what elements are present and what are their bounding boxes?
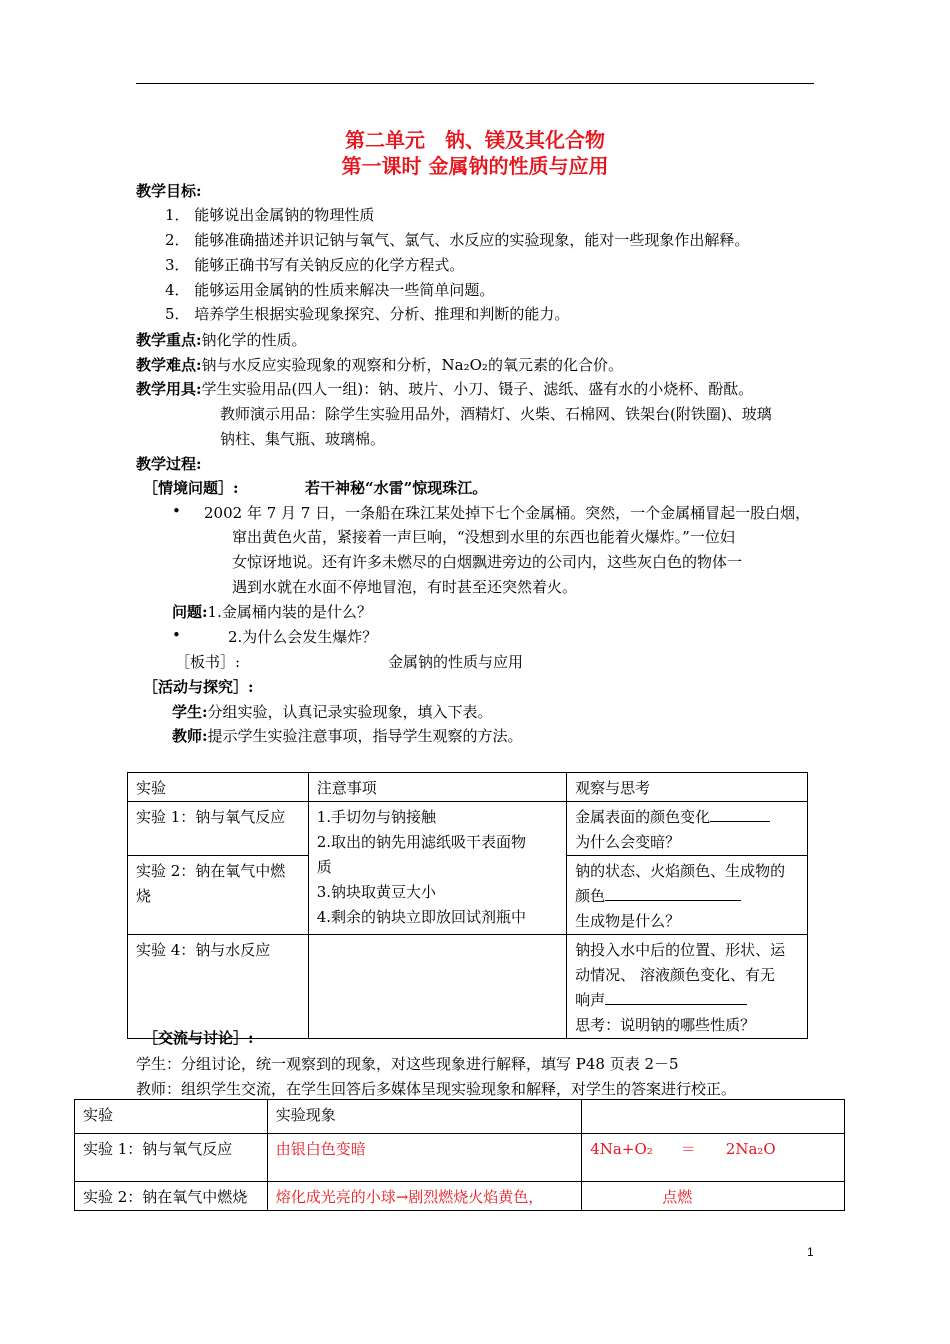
bullet-1: • xyxy=(172,502,181,520)
story-line-2: 窜出黄色火苗，紧接着一声巨响，“没想到水里的东西也能着火爆炸。”一位妇 xyxy=(232,528,735,546)
goal-3: 3． 能够正确书写有关钠反应的化学方程式。 xyxy=(165,256,465,274)
obs-2a: 钠的状态、火焰颜色、生成物的 xyxy=(575,862,786,880)
obs-4b: 动情况、 溶液颜色变化、有无 xyxy=(575,966,775,984)
header-rule xyxy=(136,83,814,84)
obs-2b: 颜色 xyxy=(575,887,606,905)
goal-4: 4． 能够运用金属钠的性质来解决一些简单问题。 xyxy=(165,281,495,299)
student-label: 学生: xyxy=(172,703,208,721)
question-1 xyxy=(172,601,372,622)
r1-exp-cell: 实验 1：钠与氧气反应 xyxy=(75,1134,268,1182)
discussion-label: ［交流与讨论］: xyxy=(143,1029,254,1047)
blank-line xyxy=(710,807,770,822)
teacher-instruction xyxy=(172,725,523,746)
tools-line-1: 学生实验用品(四人一组)：钠、玻片、小刀、镊子、滤纸、盛有水的小烧杯、酚酞。 xyxy=(201,380,754,398)
exp-2a: 实验 2：钠在氧气中燃 xyxy=(136,862,286,880)
header-cell: 实验 xyxy=(75,1100,268,1134)
key-point xyxy=(136,329,307,350)
table-header-row xyxy=(128,773,808,802)
story-line-4: 遇到水就在水面不停地冒泡，有时甚至还突然着火。 xyxy=(232,578,578,596)
scene-label: ［情境问题］: xyxy=(143,479,239,497)
table-row xyxy=(75,1182,845,1211)
blank-line xyxy=(605,886,741,901)
teacher-label: 教师: xyxy=(172,727,208,745)
diff-label: 教学难点: xyxy=(136,356,202,374)
exp-2-cell xyxy=(128,856,309,935)
header-cell: 实验现象 xyxy=(267,1100,582,1134)
question-1-text: 1.金属桶内装的是什么？ xyxy=(207,603,372,621)
empty-cell xyxy=(308,935,566,1039)
activity-label: ［活动与探究］: xyxy=(143,678,254,696)
board-text: 金属钠的性质与应用 xyxy=(388,653,524,671)
goal-2: 2． 能够准确描述并识记钠与氧气、氯气、水反应的实验现象，能对一些现象作出解释。 xyxy=(165,231,750,249)
obs-1-cell xyxy=(567,802,808,856)
obs-4a: 钠投入水中后的位置、形状、运 xyxy=(575,941,786,959)
table-header-row xyxy=(75,1100,845,1134)
table-row xyxy=(128,935,808,1039)
header-cell xyxy=(582,1100,845,1134)
student-instruction xyxy=(172,701,493,722)
exp-2b: 烧 xyxy=(136,887,152,905)
board-label: ［板书］: xyxy=(175,653,241,671)
bullet-2: • xyxy=(172,626,181,644)
r2-phenomenon: 熔化成光亮的小球→剧烈燃烧火焰黄色， xyxy=(267,1182,582,1211)
goals-label: 教学目标: xyxy=(136,182,202,200)
note-2: 2.取出的钠先用滤纸吸干表面物 xyxy=(316,833,527,851)
header-cell: 观察与思考 xyxy=(567,773,808,802)
table-row xyxy=(75,1134,845,1182)
obs-1b: 为什么会变暗？ xyxy=(575,833,681,851)
story-line-3: 女惊讶地说。还有许多未燃尽的白烟飘进旁边的公司内，这些灰白色的物体一 xyxy=(232,553,743,571)
question-label: 问题: xyxy=(172,603,208,621)
discussion-teacher: 教师：组织学生交流，在学生回答后多媒体呈现实验现象和解释，对学生的答案进行校正。 xyxy=(136,1080,737,1098)
note-2-cont: 质 xyxy=(316,858,332,876)
goal-5: 5． 培养学生根据实验现象探究、分析、推理和判断的能力。 xyxy=(165,305,570,323)
key-text: 钠化学的性质。 xyxy=(201,331,307,349)
process-label: 教学过程: xyxy=(136,455,202,473)
student-text: 分组实验，认真记录实验现象，填入下表。 xyxy=(207,703,493,721)
experiment-table xyxy=(127,772,808,1039)
header-cell: 实验 xyxy=(128,773,309,802)
obs-2-cell xyxy=(567,856,808,935)
question-2-text: 2.为什么会发生爆炸？ xyxy=(228,628,378,646)
page-number: 1 xyxy=(807,1245,814,1259)
note-1: 1.手切勿与钠接触 xyxy=(316,808,436,826)
obs-1a: 金属表面的颜色变化 xyxy=(575,808,711,826)
obs-2c: 生成物是什么？ xyxy=(575,912,681,930)
header-cell: 注意事项 xyxy=(308,773,566,802)
r2-condition: 点燃 xyxy=(582,1182,845,1211)
r2-exp-cell: 实验 2：钠在氧气中燃烧 xyxy=(75,1182,268,1211)
note-4: 4.剩余的钠块立即放回试剂瓶中 xyxy=(316,908,527,926)
note-3: 3.钠块取黄豆大小 xyxy=(316,883,436,901)
teacher-text: 提示学生实验注意事项，指导学生观察的方法。 xyxy=(207,727,523,745)
r1-phenomenon: 由银白色变暗 xyxy=(267,1134,582,1182)
discussion-student: 学生：分组讨论，统一观察到的现象，对这些现象进行解释，填写 P48 页表 2－5 xyxy=(136,1055,679,1073)
exp-1-cell: 实验 1：钠与氧气反应 xyxy=(128,802,309,856)
table-row xyxy=(128,802,808,856)
result-table xyxy=(74,1099,845,1211)
obs-4d: 思考：说明钠的哪些性质？ xyxy=(575,1016,756,1034)
obs-4-cell xyxy=(567,935,808,1039)
difficulty xyxy=(136,354,623,375)
blank-line xyxy=(605,990,747,1005)
goal-1: 1． 能够说出金属钠的物理性质 xyxy=(165,206,375,224)
exp-4-cell: 实验 4：钠与水反应 xyxy=(128,935,309,1039)
tools-line-3: 钠柱、集气瓶、玻璃棉。 xyxy=(220,430,386,448)
lesson-title: 第一课时 金属钠的性质与应用 xyxy=(341,154,609,178)
unit-title: 第二单元 钠、镁及其化合物 xyxy=(345,128,605,152)
tools xyxy=(136,378,753,399)
tools-line-2: 教师演示用品：除学生实验用品外，酒精灯、火柴、石棉网、铁架台(附铁圈)、玻璃 xyxy=(220,405,772,423)
tools-label: 教学用具: xyxy=(136,380,202,398)
eq-right: 2Na₂O xyxy=(725,1140,776,1158)
scene-title: 若干神秘“水雷”惊现珠江。 xyxy=(305,479,488,497)
diff-text: 钠与水反应实验现象的观察和分析，Na₂O₂的氧元素的化合价。 xyxy=(201,356,623,374)
r1-equation xyxy=(582,1134,845,1182)
notes-cell xyxy=(308,802,566,935)
story-line-1: 2002 年 7 月 7 日，一条船在珠江某处掉下七个金属桶。突然，一个金属桶冒起一股白烟， xyxy=(204,504,811,522)
key-label: 教学重点: xyxy=(136,331,202,349)
eq-left: 4Na+O₂ xyxy=(590,1140,653,1158)
eq-sign: ＝ xyxy=(680,1140,696,1158)
obs-4c: 响声 xyxy=(575,991,606,1009)
